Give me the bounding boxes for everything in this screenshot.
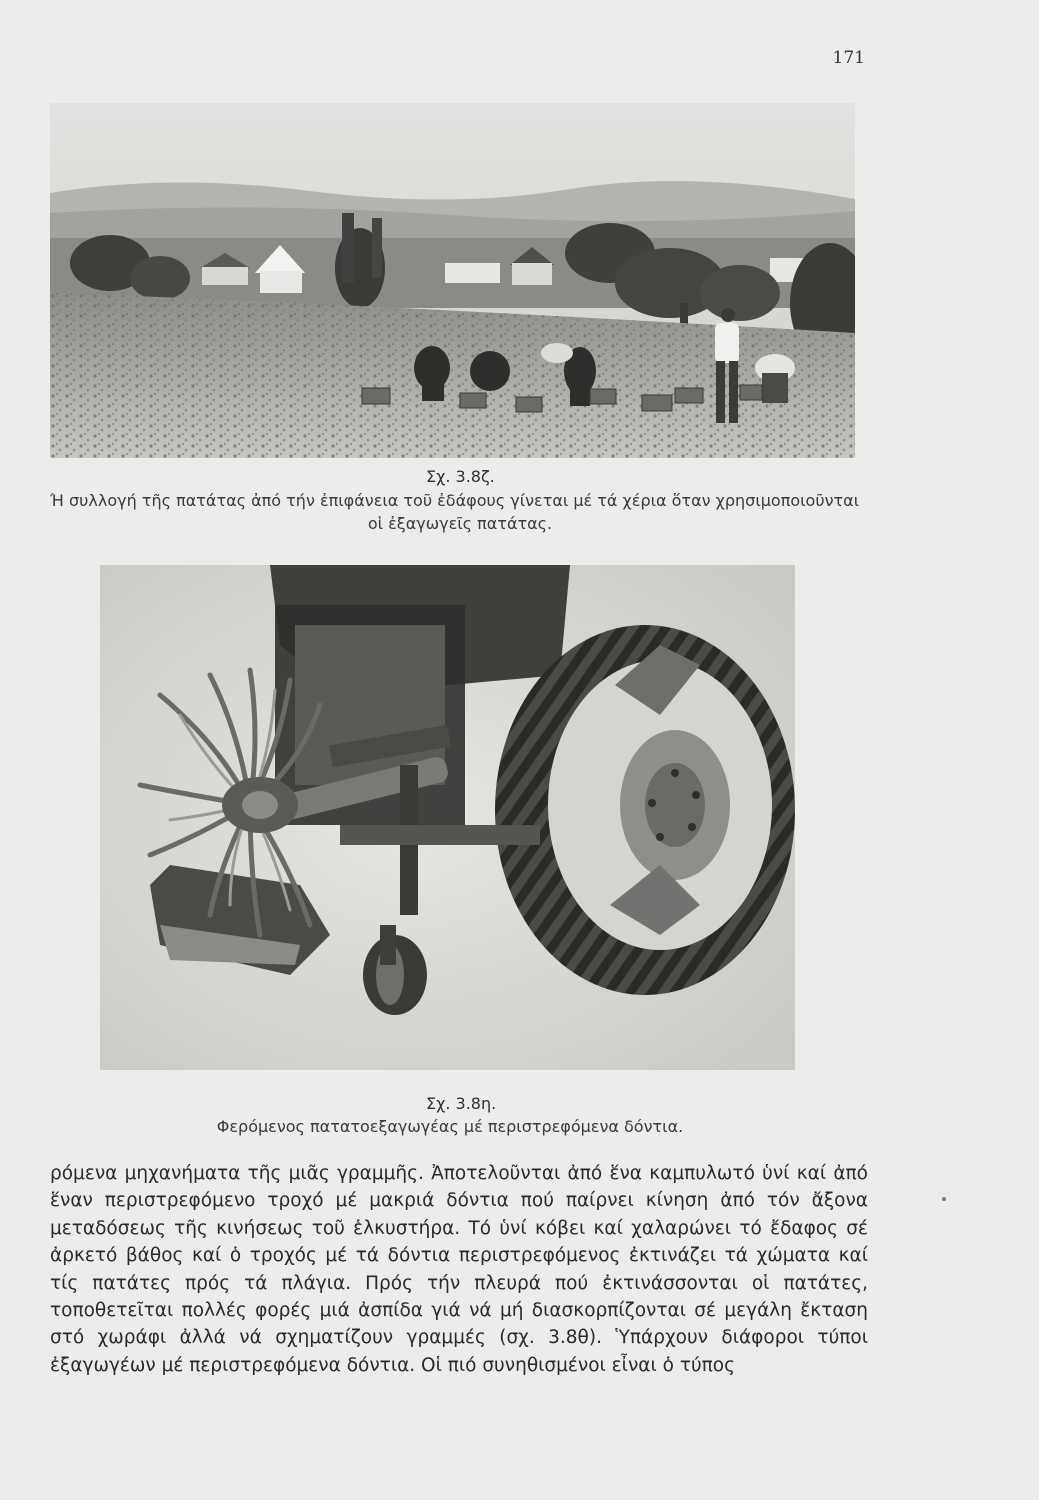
digger-photo-illustration: [100, 565, 795, 1070]
figure-potato-digger-photo: [100, 565, 795, 1070]
page-number: 171: [832, 48, 865, 68]
figure-1-caption-line-2: οἱ ἐξαγωγεῖς πατάτας.: [367, 514, 553, 533]
figure-2-caption: Φερόμενος πατατοεξαγωγέας μέ περιστρεφόμενα δόντια.: [216, 1117, 684, 1136]
figure-2-label: Σχ. 3.8η.: [426, 1094, 497, 1113]
field-photo-illustration: [50, 103, 855, 458]
figure-potato-field-photo: [50, 103, 855, 458]
page-speck: [942, 1197, 946, 1201]
figure-1-caption-line-1: Ή συλλογή τῆς πατάτας ἀπό τήν ἐπιφάνεια τοῦ ἐδάφους γίνεται μέ τά χέρια ὅταν χρησιμοποιοῦνται: [50, 491, 860, 510]
body-text: [50, 1160, 868, 1379]
figure-1-label: Σχ. 3.8ζ.: [426, 467, 495, 486]
body-paragraph: ρόμενα μηχανήματα τῆς μιᾶς γραμμῆς. Ἀποτελοῦνται ἀπό ἕνα καμπυλωτό ὑνί καί ἀπό ἕναν περιστρεφόμενο τροχό μέ μακριά δόντια πού παίρνει κίνηση ἀπό τόν ἄξονα μεταδόσεως τῆς κινήσεως τοῦ ἑλκυστήρα. Τό ὑνί κόβει καί χαλαρώνει τό ἔδαφος σέ ἀρκετό βάθος καί ὁ τροχός μέ τά δόντια περιστρεφόμενος ἐκτινάζει τά χώματα καί τίς πατάτες πρός τά πλάγια. Πρός τήν πλευρά πού ἐκτινάσσονται οἱ πατάτες, τοποθετεῖται πολλές φορές μιά ἀσπίδα γιά νά μή διασκορπίζονται σέ μεγάλη ἔκταση στό χωράφι ἀλλά νά σχηματίζουν γραμμές (σχ. 3.8θ). Ὑπάρχουν διάφοροι τύποι ἐξαγωγέων μέ περιστρεφόμενα δόντια. Οἱ πιό συνηθισμένοι εἶναι ὁ τύπος: [50, 1163, 868, 1376]
